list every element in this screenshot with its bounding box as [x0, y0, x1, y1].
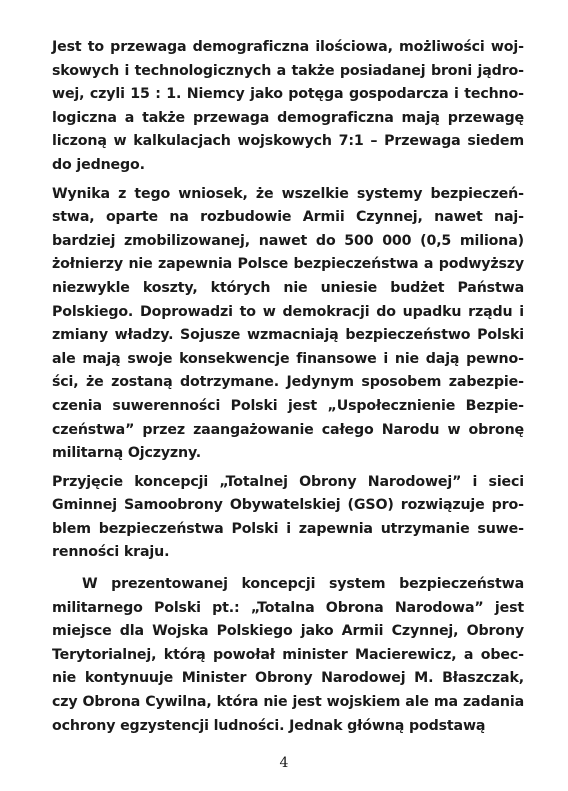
page-body [52, 36, 524, 743]
paragraph-1: Jest to przewaga demograficzna ilościowa, możliwości wojskowych i technologicznych a także posiadanej broni jądrowej, czyli 15 : 1. Niemcy jako potęga gospodarcza i technologiczna a także przewaga demograficzna mają przewagę liczoną w kalkulacjach wojskowych 7:1 – Przewaga siedem do jednego. [52, 39, 524, 173]
page-number: 4 [279, 755, 289, 771]
paragraph-3: Przyjęcie koncepcji „Totalnej Obrony Narodowej” i sieci Gminnej Samoobrony Obywatelskiej (GSO) rozwiązuje problem bezpieczeństwa Polski i zapewnia utrzymanie suwerenności kraju. [52, 473, 524, 561]
paragraph-2: Wynika z tego wniosek, że wszelkie systemy bezpieczeństwa, oparte na rozbudowie Armii Czynnej, nawet najbardziej zmobilizowanej, nawet do 500 000 (0,5 miliona) żołnierzy nie zapewnia Polsce bezpieczeństwa a podwyższy niezwykle koszty, których nie uniesie budżet Państwa Polskiego. Doprowadzi to w demokracji do upadku rządu i zmiany władzy. Sojusze wzmacniają bezpieczeństwo Polski ale mają swoje konsekwencje finansowe i nie dają pewności, że zostaną dotrzymane. Jedynym sposobem zabezpieczenia suwerenności Polski jest „Uspołecznienie Bezpieczeństwa” przez zaangażowanie całego Narodu w obronę militarną Ojczyzny. [52, 185, 524, 462]
paragraph-4: W prezentowanej koncepcji system bezpieczeństwa militarnego Polski pt.: „Totalna Obrona Narodowa” jest miejsce dla Wojska Polskiego jako Armii Czynnej, Obrony Terytorialnej, którą powołał minister Macierewicz, a obecnie kontynuuje Minister Obrony Narodowej M. Błaszczak, czy Obrona Cywilna, która nie jest wojskiem ale ma zadania ochrony egzystencji ludności. Jednak główną podstawą [52, 576, 524, 734]
